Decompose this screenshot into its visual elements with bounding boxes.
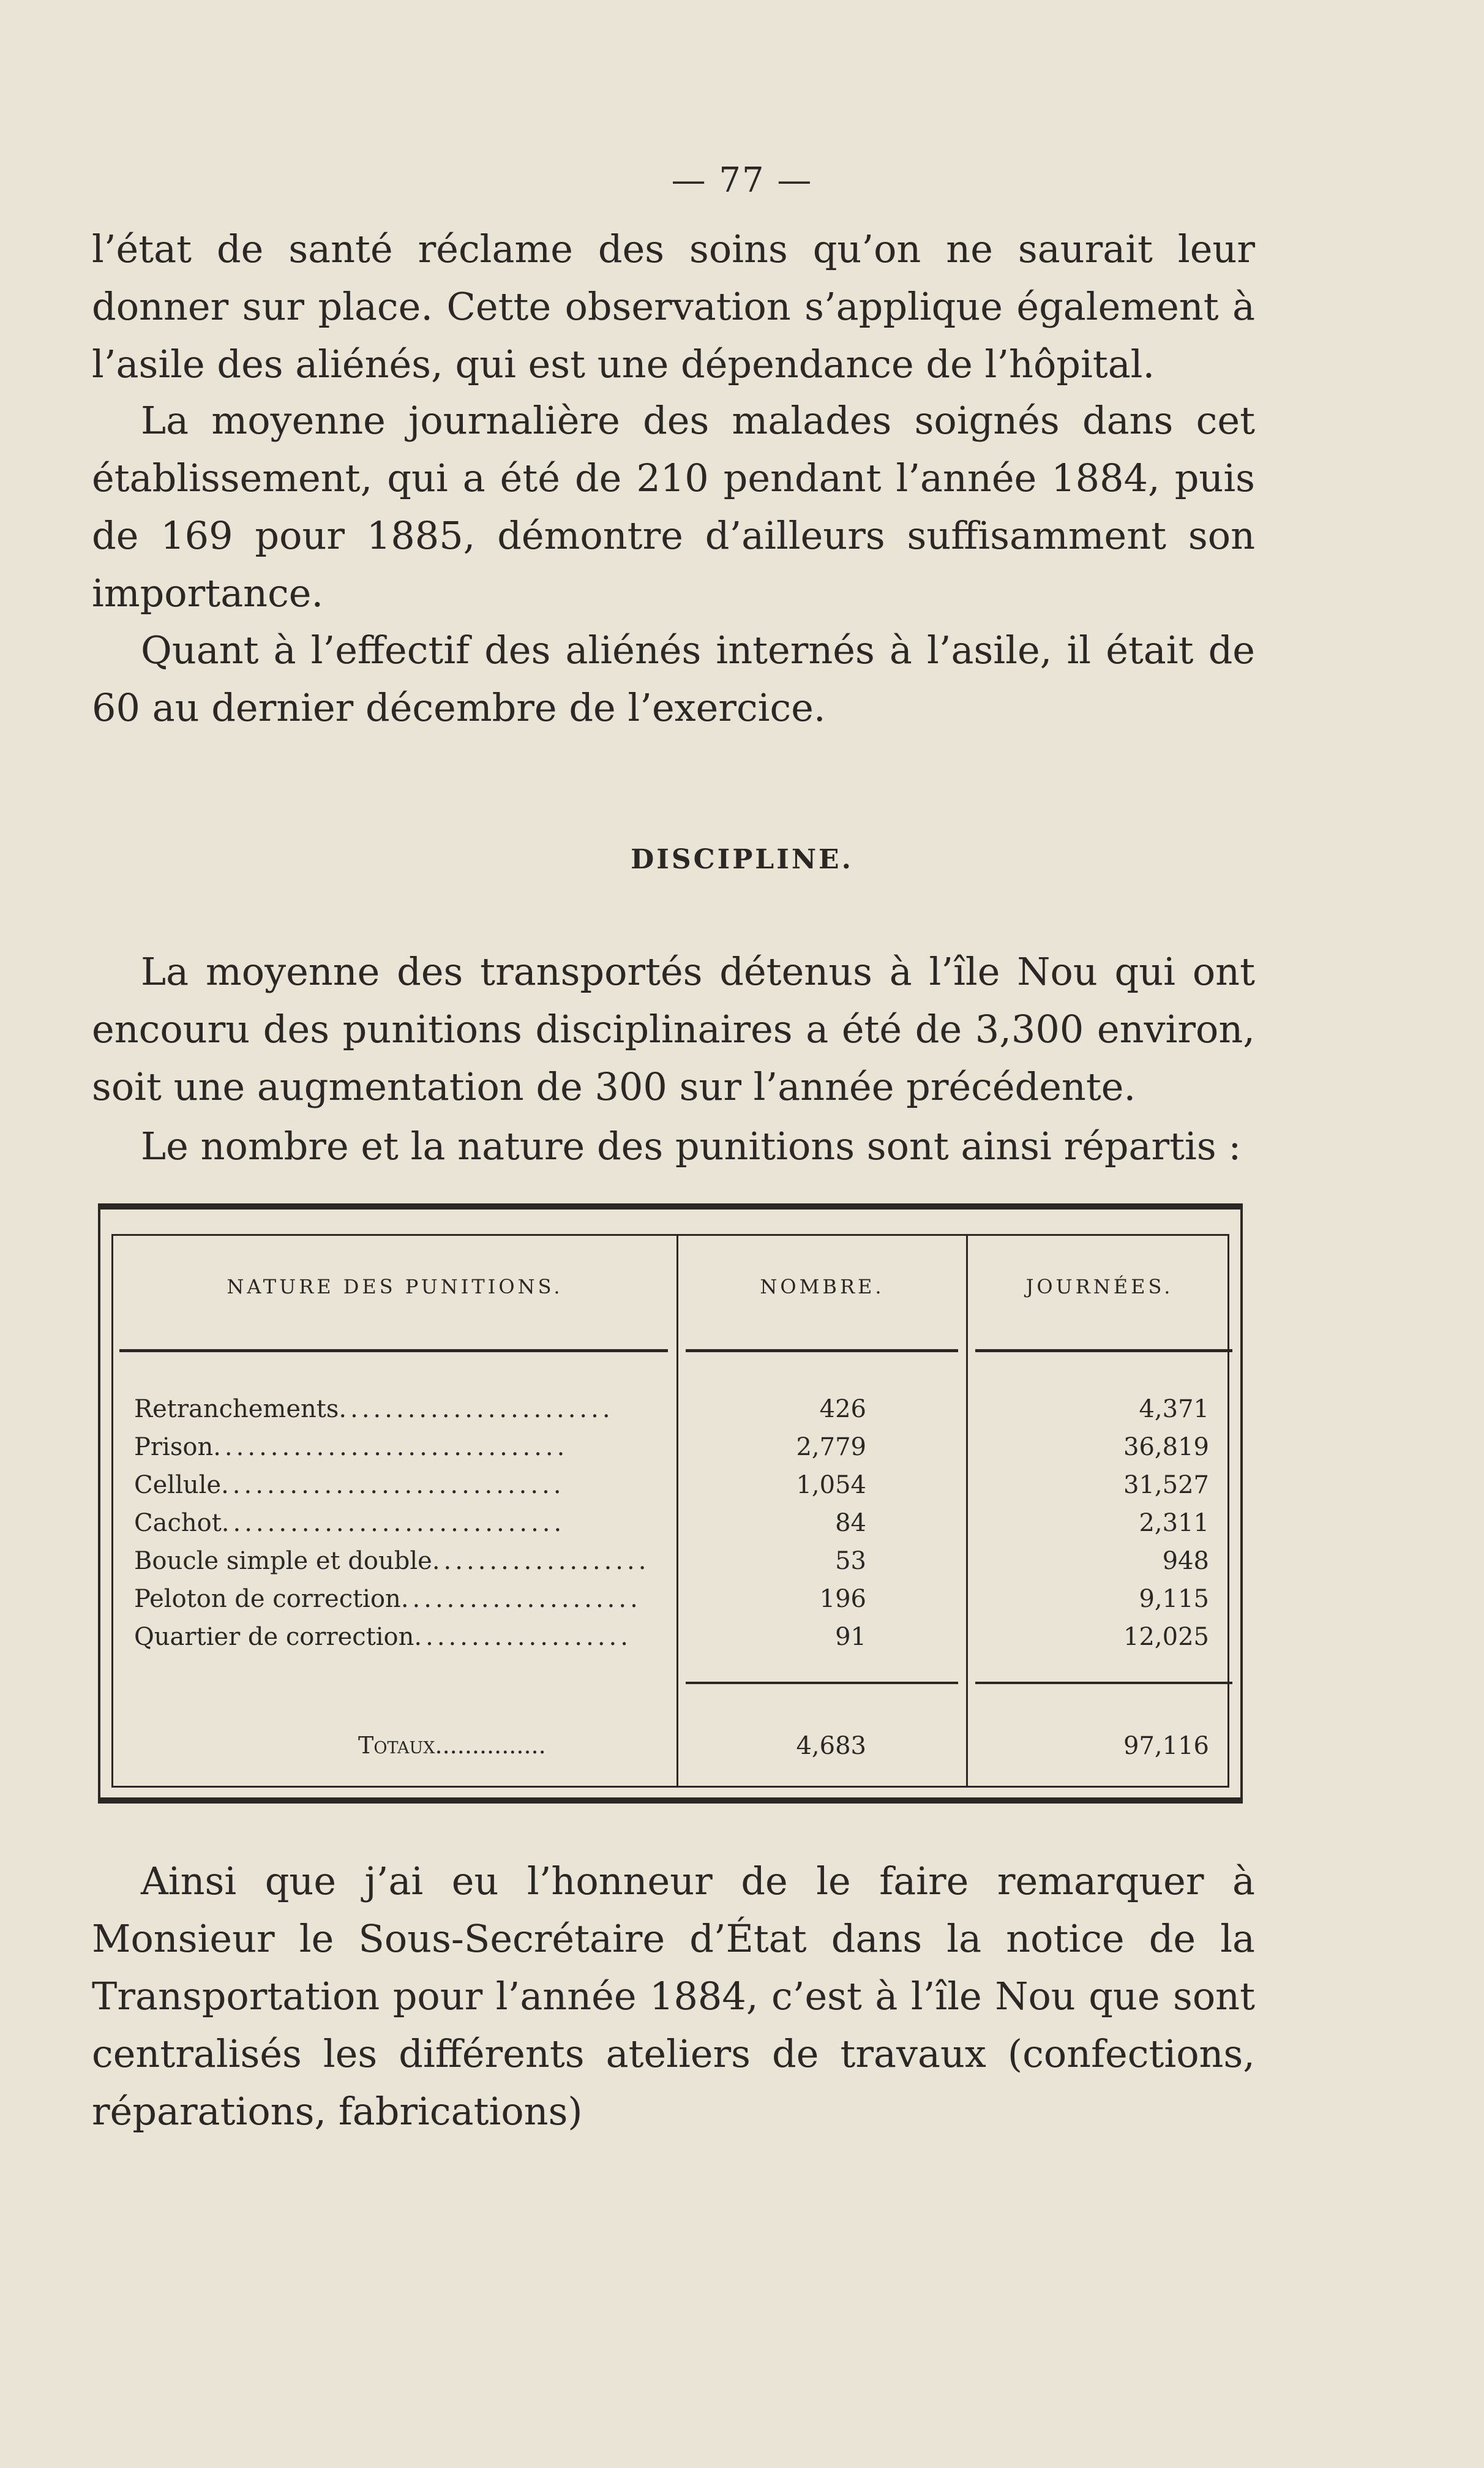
leader-dots: ............... — [435, 1732, 546, 1759]
paragraph-6-text: Ainsi que j’ai eu l’honneur de le faire remarquer à Monsieur le Sous-Secrétaire d’État dans la notice de la Transportation pour l’année 1884, c’est à l’île Nou que sont centralisés les différents ateliers de travaux (confections, réparations, fabrications) — [92, 1859, 1255, 2134]
row-label-text: Quartier de correction — [134, 1623, 414, 1651]
leader-dots: ........................ — [339, 1395, 614, 1423]
row-label-text: Peloton de correction — [134, 1585, 401, 1613]
row-label-text: Cachot — [134, 1509, 222, 1537]
total-journees: 97,116 — [1123, 1732, 1209, 1760]
row-label — [134, 1433, 667, 1461]
cell-nombre: 426 — [819, 1395, 866, 1423]
leader-dots: ................... — [432, 1547, 650, 1575]
total-rule — [975, 1682, 1232, 1684]
header-journees: JOURNÉES. — [1025, 1275, 1174, 1298]
row-label-text: Retranchements — [134, 1395, 339, 1423]
paragraph-3-text: Quant à l’effectif des aliénés internés à l’asile, il était de 60 au dernier décembre de l’exercice. — [92, 628, 1255, 730]
paragraph-3 — [92, 622, 1255, 737]
header-nature: NATURE DES PUNITIONS. — [227, 1275, 563, 1298]
row-label — [134, 1471, 667, 1499]
cell-journees: 948 — [1162, 1547, 1209, 1575]
header-rule — [686, 1349, 958, 1352]
cell-journees: 31,527 — [1123, 1471, 1209, 1499]
row-label-text: Cellule — [134, 1471, 222, 1499]
total-label-text: Totaux — [358, 1732, 435, 1759]
cell-journees: 36,819 — [1123, 1433, 1209, 1461]
header-nombre: NOMBRE. — [760, 1275, 885, 1298]
cell-nombre: 2,779 — [796, 1433, 866, 1461]
cell-nombre: 53 — [835, 1547, 866, 1575]
total-rule — [686, 1682, 958, 1684]
leader-dots: .............................. — [221, 1471, 565, 1499]
cell-nombre: 91 — [835, 1623, 866, 1651]
paragraph-2-text: La moyenne journalière des malades soignés dans cet établissement, qui a été de 210 pendant l’année 1884, puis de 169 pour 1885, démontre d’ailleurs suffisamment son importance. — [92, 398, 1255, 615]
paragraph-5 — [92, 1118, 1255, 1175]
paragraph-4 — [92, 943, 1255, 1116]
leader-dots: ..................... — [400, 1585, 642, 1613]
cell-nombre: 196 — [819, 1585, 866, 1613]
paragraph-6 — [92, 1853, 1255, 2140]
total-label — [358, 1732, 546, 1759]
row-label — [134, 1395, 667, 1423]
paragraph-1 — [92, 220, 1255, 393]
cell-journees: 12,025 — [1123, 1623, 1209, 1651]
row-label — [134, 1509, 667, 1537]
punishments-table — [98, 1203, 1243, 1804]
row-label-text: Boucle simple et double — [134, 1547, 432, 1575]
leader-dots: ............................... — [213, 1433, 569, 1461]
row-label — [134, 1585, 667, 1613]
section-heading: DISCIPLINE. — [631, 844, 853, 875]
page-number: — 77 — — [671, 160, 813, 200]
cell-journees: 2,311 — [1139, 1509, 1209, 1537]
leader-dots: ................... — [414, 1623, 632, 1651]
row-label — [134, 1547, 667, 1575]
header-rule — [975, 1349, 1232, 1352]
total-nombre: 4,683 — [796, 1732, 866, 1760]
paragraph-2 — [92, 392, 1255, 622]
paragraph-5-text: Le nombre et la nature des punitions sont ainsi répartis : — [141, 1124, 1242, 1168]
cell-nombre: 84 — [835, 1509, 866, 1537]
paragraph-1-text: l’état de santé réclame des soins qu’on ne saurait leur donner sur place. Cette observation s’applique également à l’asile des aliénés, qui est une dépendance de l’hôpital. — [92, 227, 1255, 386]
paragraph-4-text: La moyenne des transportés détenus à l’île Nou qui ont encouru des punitions disciplinaires a été de 3,300 environ, soit une augmentation de 300 sur l’année précédente. — [92, 949, 1255, 1109]
header-rule — [119, 1349, 668, 1352]
row-label — [134, 1623, 667, 1651]
cell-journees: 9,115 — [1139, 1585, 1209, 1613]
table-inner-border — [111, 1234, 1229, 1788]
cell-journees: 4,371 — [1139, 1395, 1209, 1423]
row-label-text: Prison — [134, 1433, 214, 1461]
column-divider — [966, 1236, 968, 1786]
leader-dots: .............................. — [221, 1509, 566, 1537]
cell-nombre: 1,054 — [796, 1471, 866, 1499]
column-divider — [676, 1236, 678, 1786]
